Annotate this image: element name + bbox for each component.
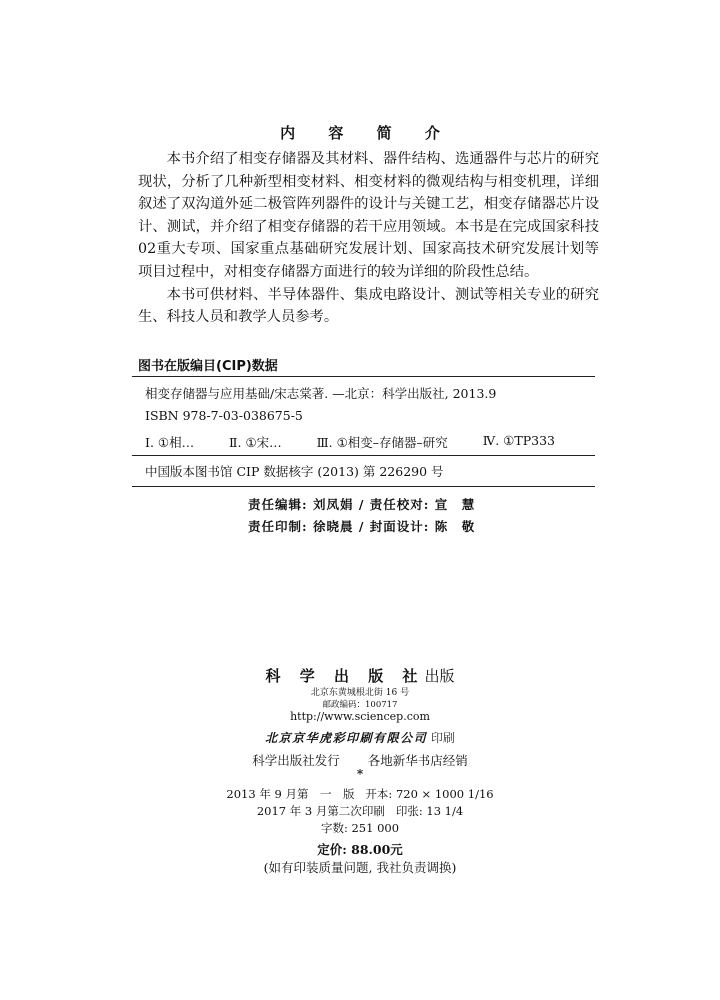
summary-paragraph: 本书可供材料、半导体器件、集成电路设计、测试等相关专业的研究生、科技人员和教学人员参考。 xyxy=(138,286,599,326)
cip-bottom-rule xyxy=(132,486,595,487)
publisher-suffix: 出版 xyxy=(424,667,455,685)
cip-top-rule xyxy=(132,376,595,377)
printer-line xyxy=(0,729,720,746)
edition-line-1 xyxy=(160,786,560,802)
cip-mid-rule xyxy=(132,455,595,456)
word-count: 字数: 251 000 xyxy=(320,821,400,835)
editors-line-2: 责任印制: 徐晓晨 / 封面设计: 陈 敬 xyxy=(248,519,476,534)
cip-classification xyxy=(145,433,555,451)
cip-title-line: 相变存储器与应用基础/宋志棠著. —北京：科学出版社, 2013.9 xyxy=(145,386,497,401)
second-printing: 2017 年 3 月第二次印刷 xyxy=(256,804,385,818)
first-edition: 2013 年 9 月第 一 版 xyxy=(226,787,355,801)
publisher-line xyxy=(0,665,720,686)
publisher-name: 科 学 出 版 社 xyxy=(265,667,425,685)
summary-paragraph: 本书介绍了相变存储器及其材料、器件结构、选通器件与芯片的研究现状，分析了几种新型相变材料、相变材料的微观结构与相变机理，详细叙述了双沟道外延二极管阵列器件的设计与关键工艺，相变存储器芯片设计、测试，并介绍了相变存储器的若干应用领域。本书是在完成国家科技02重大专项、国家重点基础研究发展计划、国家高技术研究发展计划等项目过程中，对相变存储器方面进行的较为详细的阶段性总结。 xyxy=(138,151,599,280)
distributor: 科学出版社发行 xyxy=(252,753,340,768)
printer-name: 北京京华虎彩印刷有限公司 xyxy=(265,731,428,745)
publisher-url: http://www.sciencep.com xyxy=(290,710,430,723)
publisher-address: 北京东黄城根北街 16 号 xyxy=(310,688,410,698)
editors-line-1: 责任编辑: 刘凤娟 / 责任校对: 宣 慧 xyxy=(248,497,476,512)
publisher-postcode: 邮政编码：100717 xyxy=(322,700,398,710)
cip-class-item: Ⅲ. ①相变–存储器–研究 xyxy=(316,435,448,450)
price: 定价: 88.00元 xyxy=(317,842,403,857)
edition-line-2 xyxy=(160,803,560,819)
sellers: 各地新华书店经销 xyxy=(367,753,468,768)
quality-note: (如有印装质量问题, 我社负责调换) xyxy=(263,860,457,875)
cip-class-item: Ⅱ. ①宋… xyxy=(229,435,282,450)
printer-suffix: 印刷 xyxy=(430,731,455,745)
cip-record: 中国版本图书馆 CIP 数据核字 (2013) 第 226290 号 xyxy=(145,464,444,479)
summary-title: 内 容 简 介 xyxy=(280,124,454,142)
print-sheets: 印张: 13 1/4 xyxy=(395,804,464,818)
cip-isbn: ISBN 978-7-03-038675-5 xyxy=(145,408,303,423)
cip-class-item: Ⅳ. ①TP333 xyxy=(482,433,555,448)
cip-heading: 图书在版编目(CIP)数据 xyxy=(138,359,278,374)
cip-class-item: Ⅰ. ①相… xyxy=(145,435,195,450)
format: 开本: 720 × 1000 1/16 xyxy=(365,787,494,801)
separator-star: * xyxy=(356,767,364,781)
summary-body xyxy=(138,148,599,329)
